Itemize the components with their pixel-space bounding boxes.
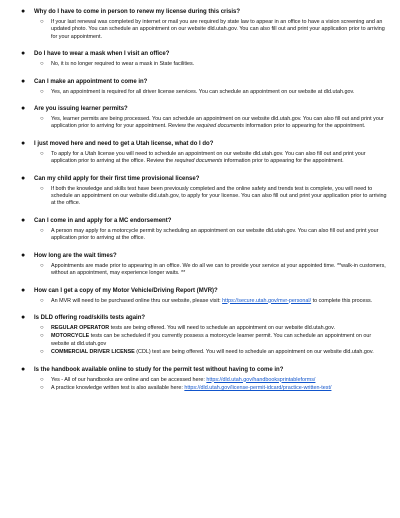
answer-text: A person may apply for a motorcycle permit by scheduling an appointment on our website dld.utah.gov. You can also fill out and print your application prior to arriving at the office. bbox=[51, 227, 379, 242]
hollow-bullet-icon: ○ bbox=[40, 61, 44, 68]
filled-bullet-icon: ● bbox=[21, 216, 26, 224]
answer-text: To apply for a Utah license you will need to schedule an appointment on our website dld.utah.gov. You can also fill out and print your application prior to arriving at the office. Review the bbox=[51, 150, 366, 165]
filled-bullet-icon: ● bbox=[21, 50, 26, 58]
filled-bullet-icon: ● bbox=[21, 8, 26, 15]
faq-item bbox=[21, 313, 390, 357]
faq-question-text: Can I make an appointment to come in? bbox=[34, 78, 148, 85]
faq-question bbox=[21, 8, 390, 16]
faq-answer bbox=[40, 376, 390, 384]
answer-emphasis: COMMERCIAL DRIVER LICENSE bbox=[51, 349, 135, 356]
faq-item bbox=[21, 105, 390, 131]
faq-question-text: Are you issuing learner permits? bbox=[34, 106, 128, 113]
hollow-bullet-icon: ○ bbox=[40, 262, 44, 269]
filled-bullet-icon: ● bbox=[21, 365, 26, 373]
faq-question-text: Why do I have to come in person to renew my license during this crisis? bbox=[34, 9, 241, 15]
answer-link[interactable]: https://dld.utah.gov/license-permit-idcard/practice-written-test/ bbox=[184, 384, 332, 391]
answer-text: If your last renewal was completed by internet or mail you are required by state law to appear in an office to have a vision screening and an updated photo. You can schedule an appointment on our website dld.utah.gov. You can also fill out and print your application prior to arriving for your appointment. bbox=[51, 19, 385, 40]
faq-question bbox=[21, 286, 390, 295]
faq-question-text: Can I come in and apply for a MC endorsement? bbox=[34, 217, 172, 224]
required-documents-link: required documents bbox=[174, 158, 223, 165]
hollow-bullet-icon: ○ bbox=[40, 376, 44, 383]
hollow-bullet-icon: ○ bbox=[40, 227, 44, 234]
answer-text: information prior to appearing for the appointment. bbox=[222, 158, 344, 165]
faq-answer bbox=[40, 150, 390, 166]
answer-link[interactable]: https://dld.utah.gov/handbooksprintableforms/ bbox=[206, 376, 316, 383]
faq-answer bbox=[40, 262, 390, 278]
faq-item bbox=[21, 8, 390, 41]
filled-bullet-icon: ● bbox=[21, 77, 26, 85]
faq-question bbox=[21, 77, 390, 86]
faq-answer bbox=[40, 116, 390, 131]
answer-text: Yes, learner permits are being processed. You can schedule an appointment on our website dld.utah.gov. You can also fill out and print your application prior to arriving for your appointment. Review the bbox=[51, 116, 384, 130]
faq-question bbox=[21, 174, 390, 183]
faq-answer bbox=[40, 384, 390, 392]
faq-question bbox=[21, 251, 390, 260]
hollow-bullet-icon: ○ bbox=[40, 349, 44, 356]
answer-text: If both the knowledge and skills test have been previously completed and the online safety and trends test is complete, you will need to schedule an appointment on our website dld.utah.gov, to apply for your license. You can also fill out and print your application prior to arriving at the office. bbox=[51, 185, 387, 207]
answer-text: tests are being offered. You will need to schedule an appointment on our website dld.utah.gov. bbox=[109, 324, 335, 331]
faq-question bbox=[21, 313, 390, 322]
faq-question-text: Do I have to wear a mask when I visit an office? bbox=[34, 51, 170, 58]
hollow-bullet-icon: ○ bbox=[40, 19, 44, 25]
faq-item bbox=[21, 365, 390, 393]
answer-text: information prior to appearing for the appointment. bbox=[243, 123, 366, 130]
hollow-bullet-icon: ○ bbox=[40, 333, 44, 340]
required-documents-link: required documents bbox=[196, 123, 244, 130]
faq-question bbox=[21, 139, 390, 148]
hollow-bullet-icon: ○ bbox=[40, 185, 44, 192]
faq-answer bbox=[40, 227, 390, 243]
filled-bullet-icon: ● bbox=[21, 105, 26, 113]
faq-answer bbox=[40, 349, 390, 356]
faq-item bbox=[21, 216, 390, 243]
faq-answer bbox=[40, 19, 390, 41]
answer-text: (CDL) test are being offered. You will need to schedule an appointment on our website dld.utah.gov. bbox=[134, 349, 374, 356]
faq-answer bbox=[40, 61, 390, 68]
faq-item bbox=[21, 251, 390, 278]
faq-question bbox=[21, 216, 390, 225]
faq-item bbox=[21, 286, 390, 305]
answer-text: Appointments are made prior to appearing in an office. We do all we can to provide your service at your appointed time. **walk-in customers, without an appointment, may experience longer waits. ** bbox=[51, 262, 386, 277]
faq-item bbox=[21, 139, 390, 166]
answer-text: Yes - All of our handbooks are online and can be accessed here: bbox=[51, 376, 207, 383]
faq-question-text: I just moved here and need to get a Utah license, what do I do? bbox=[34, 140, 214, 147]
answer-emphasis: REGULAR OPERATOR bbox=[51, 324, 110, 331]
hollow-bullet-icon: ○ bbox=[40, 150, 44, 157]
hollow-bullet-icon: ○ bbox=[40, 297, 44, 304]
faq-answer bbox=[40, 297, 390, 305]
filled-bullet-icon: ● bbox=[21, 174, 26, 182]
faq-item bbox=[21, 77, 390, 96]
faq-question-text: How long are the wait times? bbox=[34, 252, 117, 259]
answer-link[interactable]: https://secure.utah.gov/mvr-personal/ bbox=[222, 297, 312, 304]
hollow-bullet-icon: ○ bbox=[40, 384, 44, 391]
faq-question bbox=[21, 105, 390, 113]
faq-question-text: How can I get a copy of my Motor Vehicle/Driving Report (MVR)? bbox=[34, 287, 218, 294]
hollow-bullet-icon: ○ bbox=[40, 324, 44, 331]
filled-bullet-icon: ● bbox=[21, 139, 26, 147]
hollow-bullet-icon: ○ bbox=[40, 88, 44, 95]
answer-text: An MVR will need to be purchased online thru our website, please visit: bbox=[51, 297, 223, 304]
faq-answer bbox=[40, 333, 390, 348]
faq-answer bbox=[40, 185, 390, 208]
faq-question-text: Is DLD offering road/skills tests again? bbox=[34, 314, 146, 321]
filled-bullet-icon: ● bbox=[21, 286, 26, 294]
answer-emphasis: MOTORCYCLE bbox=[51, 333, 90, 340]
faq-answer bbox=[40, 88, 390, 96]
filled-bullet-icon: ● bbox=[21, 251, 26, 259]
answer-text: No, it is no longer required to wear a mask in State facilities. bbox=[51, 61, 195, 68]
faq-question-text: Can my child apply for their first time provisional license? bbox=[34, 175, 200, 182]
faq-question bbox=[21, 50, 390, 58]
faq-question-text: Is the handbook available online to study for the permit test without having to come in? bbox=[34, 366, 284, 373]
answer-text: to complete this process. bbox=[311, 297, 373, 304]
answer-text: Yes, an appointment is required for all driver license services. You can schedule an appointment on our website at dld.utah.gov. bbox=[51, 88, 355, 95]
answer-text: A practice knowledge written test is also available here: bbox=[51, 384, 185, 391]
faq-answer bbox=[40, 324, 390, 332]
faq-item bbox=[21, 50, 390, 68]
faq-question bbox=[21, 365, 390, 374]
answer-text: tests can be scheduled if you currently possess a motorcycle learner permit. You can schedule an appointment on our website at dld.utah.gov bbox=[51, 333, 372, 347]
faq-item bbox=[21, 174, 390, 208]
hollow-bullet-icon: ○ bbox=[40, 116, 44, 123]
filled-bullet-icon: ● bbox=[21, 313, 26, 321]
